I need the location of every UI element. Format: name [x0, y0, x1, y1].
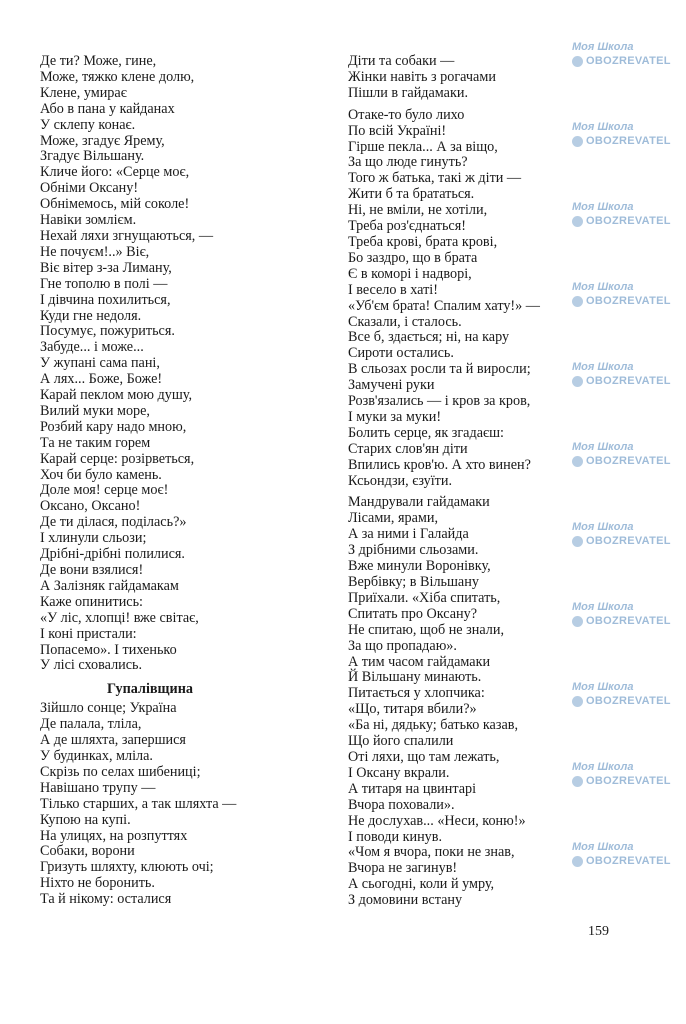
poem-line: Обніми Оксану!	[40, 180, 139, 197]
watermark-school-text: Моя Школа	[572, 681, 634, 693]
watermark	[572, 600, 672, 628]
watermark-logo-icon	[572, 776, 583, 787]
poem-line: Того ж батька, такі ж діти —	[348, 170, 522, 187]
poem-line: Гірше пекла... А за віщо,	[348, 138, 498, 155]
watermark-brand-text: OBOZREVATEL	[586, 775, 671, 787]
watermark-row	[572, 520, 672, 534]
watermark-school-text: Моя Школа	[572, 761, 634, 773]
poem-line: Дрібні-дрібні полилися.	[40, 546, 185, 563]
watermark-row	[572, 680, 672, 694]
poem-line: Не почуєм!..» Віє,	[40, 243, 150, 260]
right-column	[348, 54, 558, 915]
poem-line: Скрізь по селах шибениці;	[40, 763, 201, 780]
poem-line: Та не таким горем	[40, 434, 151, 451]
poem-line: У лісі сховались.	[40, 657, 143, 674]
poem-line: І Оксану вкрали.	[348, 764, 450, 781]
watermark-logo-icon	[572, 696, 583, 707]
poem-line: Є в коморі і надворі,	[348, 265, 472, 282]
poem-line: А титаря на цвинтарі	[348, 780, 477, 797]
poem-line: Оксано, Оксано!	[40, 498, 141, 515]
watermark-brand-text: OBOZREVATEL	[586, 215, 671, 227]
watermark-row	[572, 760, 672, 774]
poem-line: За що люде гинуть?	[348, 154, 468, 171]
watermark-row	[572, 840, 672, 854]
poem-line: Або в пана у кайданах	[40, 100, 175, 117]
watermark-row	[572, 294, 672, 308]
watermark-school-text: Моя Школа	[572, 601, 634, 613]
poem-line: Вчора не загинув!	[348, 860, 458, 877]
watermark-logo-icon	[572, 296, 583, 307]
watermark-brand-text: OBOZREVATEL	[586, 295, 671, 307]
watermark	[572, 680, 672, 708]
poem-line: Отаке-то було лихо	[348, 106, 465, 123]
poem-line: Посумує, пожуриться.	[40, 323, 175, 340]
poem-line: Все б, здається; ні, на кару	[348, 329, 510, 346]
poem-line: А лях... Боже, Боже!	[40, 371, 163, 388]
poem-line: Сироти остались.	[348, 345, 454, 362]
poem-line: Карай серце: розірветься,	[40, 450, 195, 467]
watermark-logo-icon	[572, 536, 583, 547]
watermark-school-text: Моя Школа	[572, 841, 634, 853]
poem-line: В сльозах росли та й виросли;	[348, 361, 531, 378]
poem-line: «Уб'єм брата! Спалим хату!» —	[348, 297, 540, 314]
stanza	[40, 54, 280, 674]
stanza	[348, 108, 558, 490]
poem-line: Треба крові, брата крові,	[348, 233, 498, 250]
watermark-row	[572, 214, 672, 228]
poem-line: І коні пристали:	[40, 625, 137, 642]
poem-line: Віє вітер з-за Лиману,	[40, 259, 172, 276]
watermark-row	[572, 134, 672, 148]
stanza	[348, 54, 558, 102]
watermark	[572, 200, 672, 228]
poem-line: Карай пеклом мою душу,	[40, 387, 192, 404]
poem-line: «У ліс, хлопці! вже світає,	[40, 609, 199, 626]
poem-line: А сьогодні, коли й умру,	[348, 876, 495, 893]
poem-line: Замучені руки	[348, 377, 435, 394]
watermark-school-text: Моя Школа	[572, 521, 634, 533]
poem-line: Треба роз'єднаться!	[348, 218, 466, 235]
poem-line: А Залізняк гайдамакам	[40, 577, 179, 594]
poem-line: Клене, умирає	[40, 84, 127, 101]
watermark	[572, 120, 672, 148]
watermark-row	[572, 854, 672, 868]
poem-line: Попасемо». І тихенько	[40, 641, 177, 658]
watermark	[572, 40, 672, 68]
poem-line: Навіки зомлієм.	[40, 212, 137, 229]
poem-line: Гне тополю в полі —	[40, 275, 168, 292]
poem-line: Куди гне недоля.	[40, 307, 142, 324]
watermark-row	[572, 454, 672, 468]
poem-line: Старих слов'ян діти	[348, 440, 468, 457]
watermark-school-text: Моя Школа	[572, 41, 634, 53]
poem-line: Розв'язались — і кров за кров,	[348, 393, 531, 410]
poem-line: А за ними і Галайда	[348, 526, 469, 543]
watermark-row	[572, 600, 672, 614]
poem-line: У жупані сама пані,	[40, 355, 160, 372]
poem-line: А тим часом гайдамаки	[348, 653, 491, 670]
poem-line: У склепу конає.	[40, 116, 136, 133]
watermark-school-text: Моя Школа	[572, 441, 634, 453]
poem-line: Зійшло сонце; Україна	[40, 700, 177, 717]
poem-line: Кличе його: «Серце моє,	[40, 164, 190, 181]
poem-line: Вчора поховали».	[348, 796, 455, 813]
poem-line: Вилий муки море,	[40, 402, 150, 419]
poem-line: За що пропадаю».	[348, 637, 457, 654]
section-heading: Гупалівщина	[107, 681, 193, 698]
poem-line: Питається у хлопчика:	[348, 685, 485, 702]
poem-line: Вже минули Воронівку,	[348, 558, 491, 575]
watermark-row	[572, 440, 672, 454]
poem-line: Каже опинитись:	[40, 593, 143, 610]
poem-line: Мандрували гайдамаки	[348, 494, 490, 511]
watermark-logo-icon	[572, 136, 583, 147]
poem-line: Не спитаю, щоб не знали,	[348, 621, 504, 638]
watermark	[572, 520, 672, 548]
poem-line: Може, тяжко клене долю,	[40, 68, 195, 85]
watermark-brand-text: OBOZREVATEL	[586, 615, 671, 627]
poem-line: Де палала, тліла,	[40, 716, 142, 733]
stanza	[348, 495, 558, 909]
poem-line: Не дослухав... «Неси, коню!»	[348, 812, 526, 829]
poem-line: Забуде... і може...	[40, 339, 144, 356]
watermark	[572, 280, 672, 308]
watermark-logo-icon	[572, 856, 583, 867]
poem-line: У будинках, мліла.	[40, 747, 153, 764]
poem-line: Ні, не вміли, не хотіли,	[348, 202, 488, 219]
watermark-row	[572, 774, 672, 788]
poem-line: Оті ляхи, що там лежать,	[348, 748, 500, 765]
poem-line: І хлинули сльози;	[40, 530, 147, 547]
poem-line: Спитать про Оксану?	[348, 605, 478, 622]
poem-line: І весело в хаті!	[348, 281, 438, 298]
watermark-logo-icon	[572, 376, 583, 387]
poem-line: Та й нікому: осталися	[40, 891, 172, 908]
watermark-brand-text: OBOZREVATEL	[586, 695, 671, 707]
poem-line: Приїхали. «Хіба спитать,	[348, 589, 501, 606]
page-number: 159	[588, 924, 609, 939]
poem-line: Доле моя! серце моє!	[40, 482, 169, 499]
watermark-row	[572, 360, 672, 374]
poem-line: Болить серце, як згадаєш:	[348, 424, 504, 441]
watermark	[572, 360, 672, 388]
poem-line: Лісами, ярами,	[348, 510, 439, 527]
poem-line: «Чом я вчора, поки не знав,	[348, 844, 515, 861]
poem-line: Пішли в гайдамаки.	[348, 84, 469, 101]
poem-line: Ніхто не боронить.	[40, 875, 155, 892]
poem-line: Вербівку; в Вільшану	[348, 574, 479, 590]
watermark-brand-text: OBOZREVATEL	[586, 375, 671, 387]
watermark	[572, 760, 672, 788]
poem-line: І дівчина похилиться,	[40, 291, 171, 308]
poem-line: З домовини встану	[348, 892, 463, 909]
poem-line: Діти та собаки —	[348, 53, 455, 69]
poem-line: Що його спалили	[348, 733, 454, 750]
watermark-brand-text: OBOZREVATEL	[586, 855, 671, 867]
poem-line: Собаки, ворони	[40, 843, 135, 860]
poem-line: Й Вільшану минають.	[348, 669, 482, 686]
poem-line: Розбий кару надо мною,	[40, 418, 187, 435]
poem-line: «Ба ні, дядьку; батько казав,	[348, 717, 518, 734]
watermark-row	[572, 54, 672, 68]
poem-line: Згадує Вільшану.	[40, 148, 145, 165]
watermark-row	[572, 374, 672, 388]
watermark-brand-text: OBOZREVATEL	[586, 135, 671, 147]
poem-line: «Що, титаря вбили?»	[348, 701, 477, 718]
watermark-row	[572, 614, 672, 628]
watermark	[572, 840, 672, 868]
poem-line: Де вони взялися!	[40, 562, 144, 578]
watermark-row	[572, 694, 672, 708]
poem-line: А де шляхта, запершися	[40, 732, 186, 749]
watermark-row	[572, 280, 672, 294]
poem-line: Жінки навіть з рогачами	[348, 68, 496, 85]
watermark-logo-icon	[572, 456, 583, 467]
watermark-row	[572, 120, 672, 134]
poem-line: Купою на купі.	[40, 811, 131, 828]
poem-line: Ксьондзи, єзуїти.	[348, 472, 453, 489]
watermark-row	[572, 534, 672, 548]
poem-line: Тілько старших, а так шляхта —	[40, 795, 237, 812]
poem-line: Жити б та брататься.	[348, 186, 475, 203]
poem-line: І муки за муки!	[348, 408, 442, 425]
watermark-row	[572, 40, 672, 54]
watermark-school-text: Моя Школа	[572, 361, 634, 373]
watermark-school-text: Моя Школа	[572, 201, 634, 213]
poem-line: Де ти ділася, поділась?»	[40, 514, 187, 531]
poem-line: На улицях, на розпуттях	[40, 827, 188, 844]
poem-line: Навішано трупу —	[40, 779, 156, 796]
watermark-school-text: Моя Школа	[572, 281, 634, 293]
poem-line: Нехай ляхи згнущаються, —	[40, 227, 214, 244]
stanza	[40, 701, 280, 908]
watermark-logo-icon	[572, 216, 583, 227]
poem-line: Обнімемось, мій соколе!	[40, 196, 190, 213]
poem-line: Може, згадує Ярему,	[40, 132, 165, 149]
watermark-school-text: Моя Школа	[572, 121, 634, 133]
watermark-brand-text: OBOZREVATEL	[586, 455, 671, 467]
left-column	[40, 54, 280, 908]
poem-line: З дрібними сльозами.	[348, 542, 479, 559]
poem-line: Де ти? Може, гине,	[40, 53, 157, 69]
watermark-brand-text: OBOZREVATEL	[586, 535, 671, 547]
watermark	[572, 440, 672, 468]
poem-line: По всій Україні!	[348, 122, 447, 139]
watermark-logo-icon	[572, 56, 583, 67]
poem-line: Сказали, і сталось.	[348, 313, 462, 330]
poem-line: Гризуть шляхту, клюють очі;	[40, 859, 214, 876]
watermark-brand-text: OBOZREVATEL	[586, 55, 671, 67]
poem-line: Впились кров'ю. А хто винен?	[348, 456, 531, 473]
poem-line: Хоч би було камень.	[40, 466, 162, 483]
poem-line: Бо заздро, що в брата	[348, 249, 478, 266]
watermark-row	[572, 200, 672, 214]
watermark-logo-icon	[572, 616, 583, 627]
poem-line: І поводи кинув.	[348, 828, 443, 845]
